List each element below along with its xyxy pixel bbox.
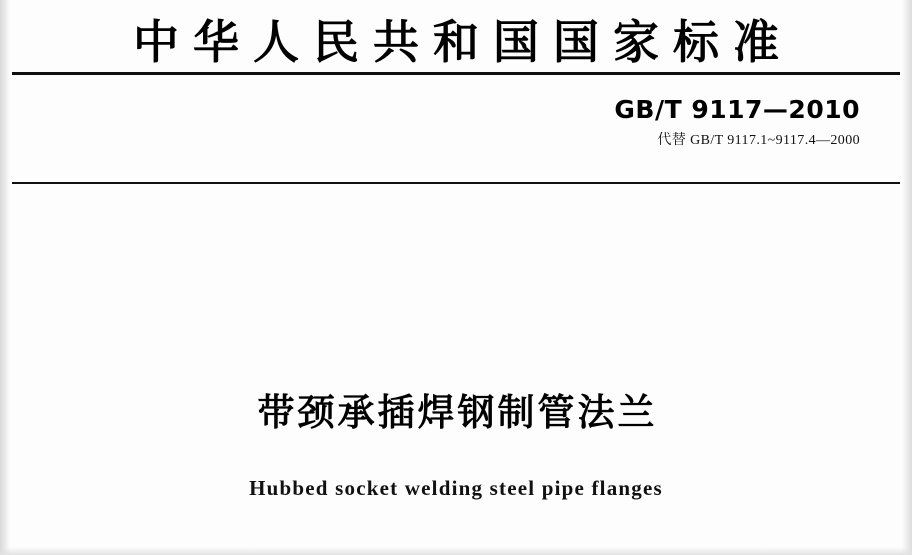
page-right-edge-shadow	[902, 0, 912, 555]
standard-replaces-note: 代替 GB/T 9117.1~9117.4—2000	[657, 132, 860, 148]
page-left-edge-shadow	[0, 0, 10, 555]
secondary-divider-rule	[12, 182, 900, 184]
standard-number-block	[614, 96, 860, 149]
national-standard-heading: 中华人民共和国国家标准	[133, 15, 793, 69]
document-title-chinese: 带颈承插焊钢制管法兰	[257, 391, 658, 434]
header-divider-rule	[12, 72, 900, 75]
standard-number: GB/T 9117—2010	[614, 95, 860, 124]
page-bottom-edge-shadow	[0, 547, 912, 555]
document-title-english: Hubbed socket welding steel pipe flanges	[249, 476, 663, 500]
